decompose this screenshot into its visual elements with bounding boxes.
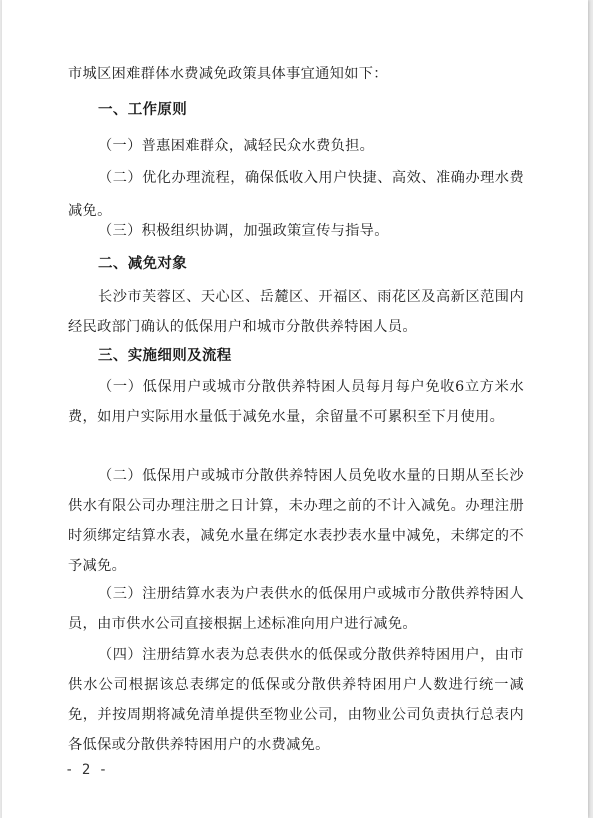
principle-item-1: （一）普惠困难群众，减轻民众水费负担。 xyxy=(98,138,375,154)
document-page xyxy=(2,0,588,818)
section-heading-targets: 二、减免对象 xyxy=(98,256,188,272)
procedure-item-2: （二）低保用户或城市分散供养特困人员免收水量的日期从至长沙供水有限公司办理注册之日计算，未办理之前的不计入减免。办理注册时须绑定结算水表，减免水量在绑定水表抄表水量中减免，未绑定的不予减免。 xyxy=(68,468,524,574)
section-heading-principles: 一、工作原则 xyxy=(98,102,188,118)
principle-item-3: （三）积极组织协调，加强政策宣传与指导。 xyxy=(98,223,389,239)
targets-paragraph: 长沙市芙蓉区、天心区、岳麓区、开福区、雨花区及高新区范围内经民政部门确认的低保用户和城市分散供养特困人员。 xyxy=(68,289,524,335)
section-heading-procedures: 三、实施细则及流程 xyxy=(98,348,232,364)
procedure-item-1: （一）低保用户或城市分散供养特困人员每月每户免收6立方米水费，如用户实际用水量低于减免水量，余留量不可累积至下月使用。 xyxy=(68,379,524,425)
procedure-item-3: （三）注册结算水表为户表供水的低保用户或城市分散供养特困人员，由市供水公司直接根据上述标准向用户进行减免。 xyxy=(68,586,524,632)
procedure-item-4: （四）注册结算水表为总表供水的低保或分散供养特困用户，由市供水公司根据该总表绑定的低保或分散供养特困用户人数进行统一减免，并按周期将减免清单提供至物业公司，由物业公司负责执行总表内各低保或分散供养特困用户的水费减免。 xyxy=(68,647,524,753)
page-number: - 2 - xyxy=(65,762,108,778)
principle-item-2: （二）优化办理流程，确保低收入用户快捷、高效、准确办理水费减免。 xyxy=(68,170,524,219)
intro-paragraph: 市城区困难群体水费减免政策具体事宜通知如下： xyxy=(68,66,388,82)
